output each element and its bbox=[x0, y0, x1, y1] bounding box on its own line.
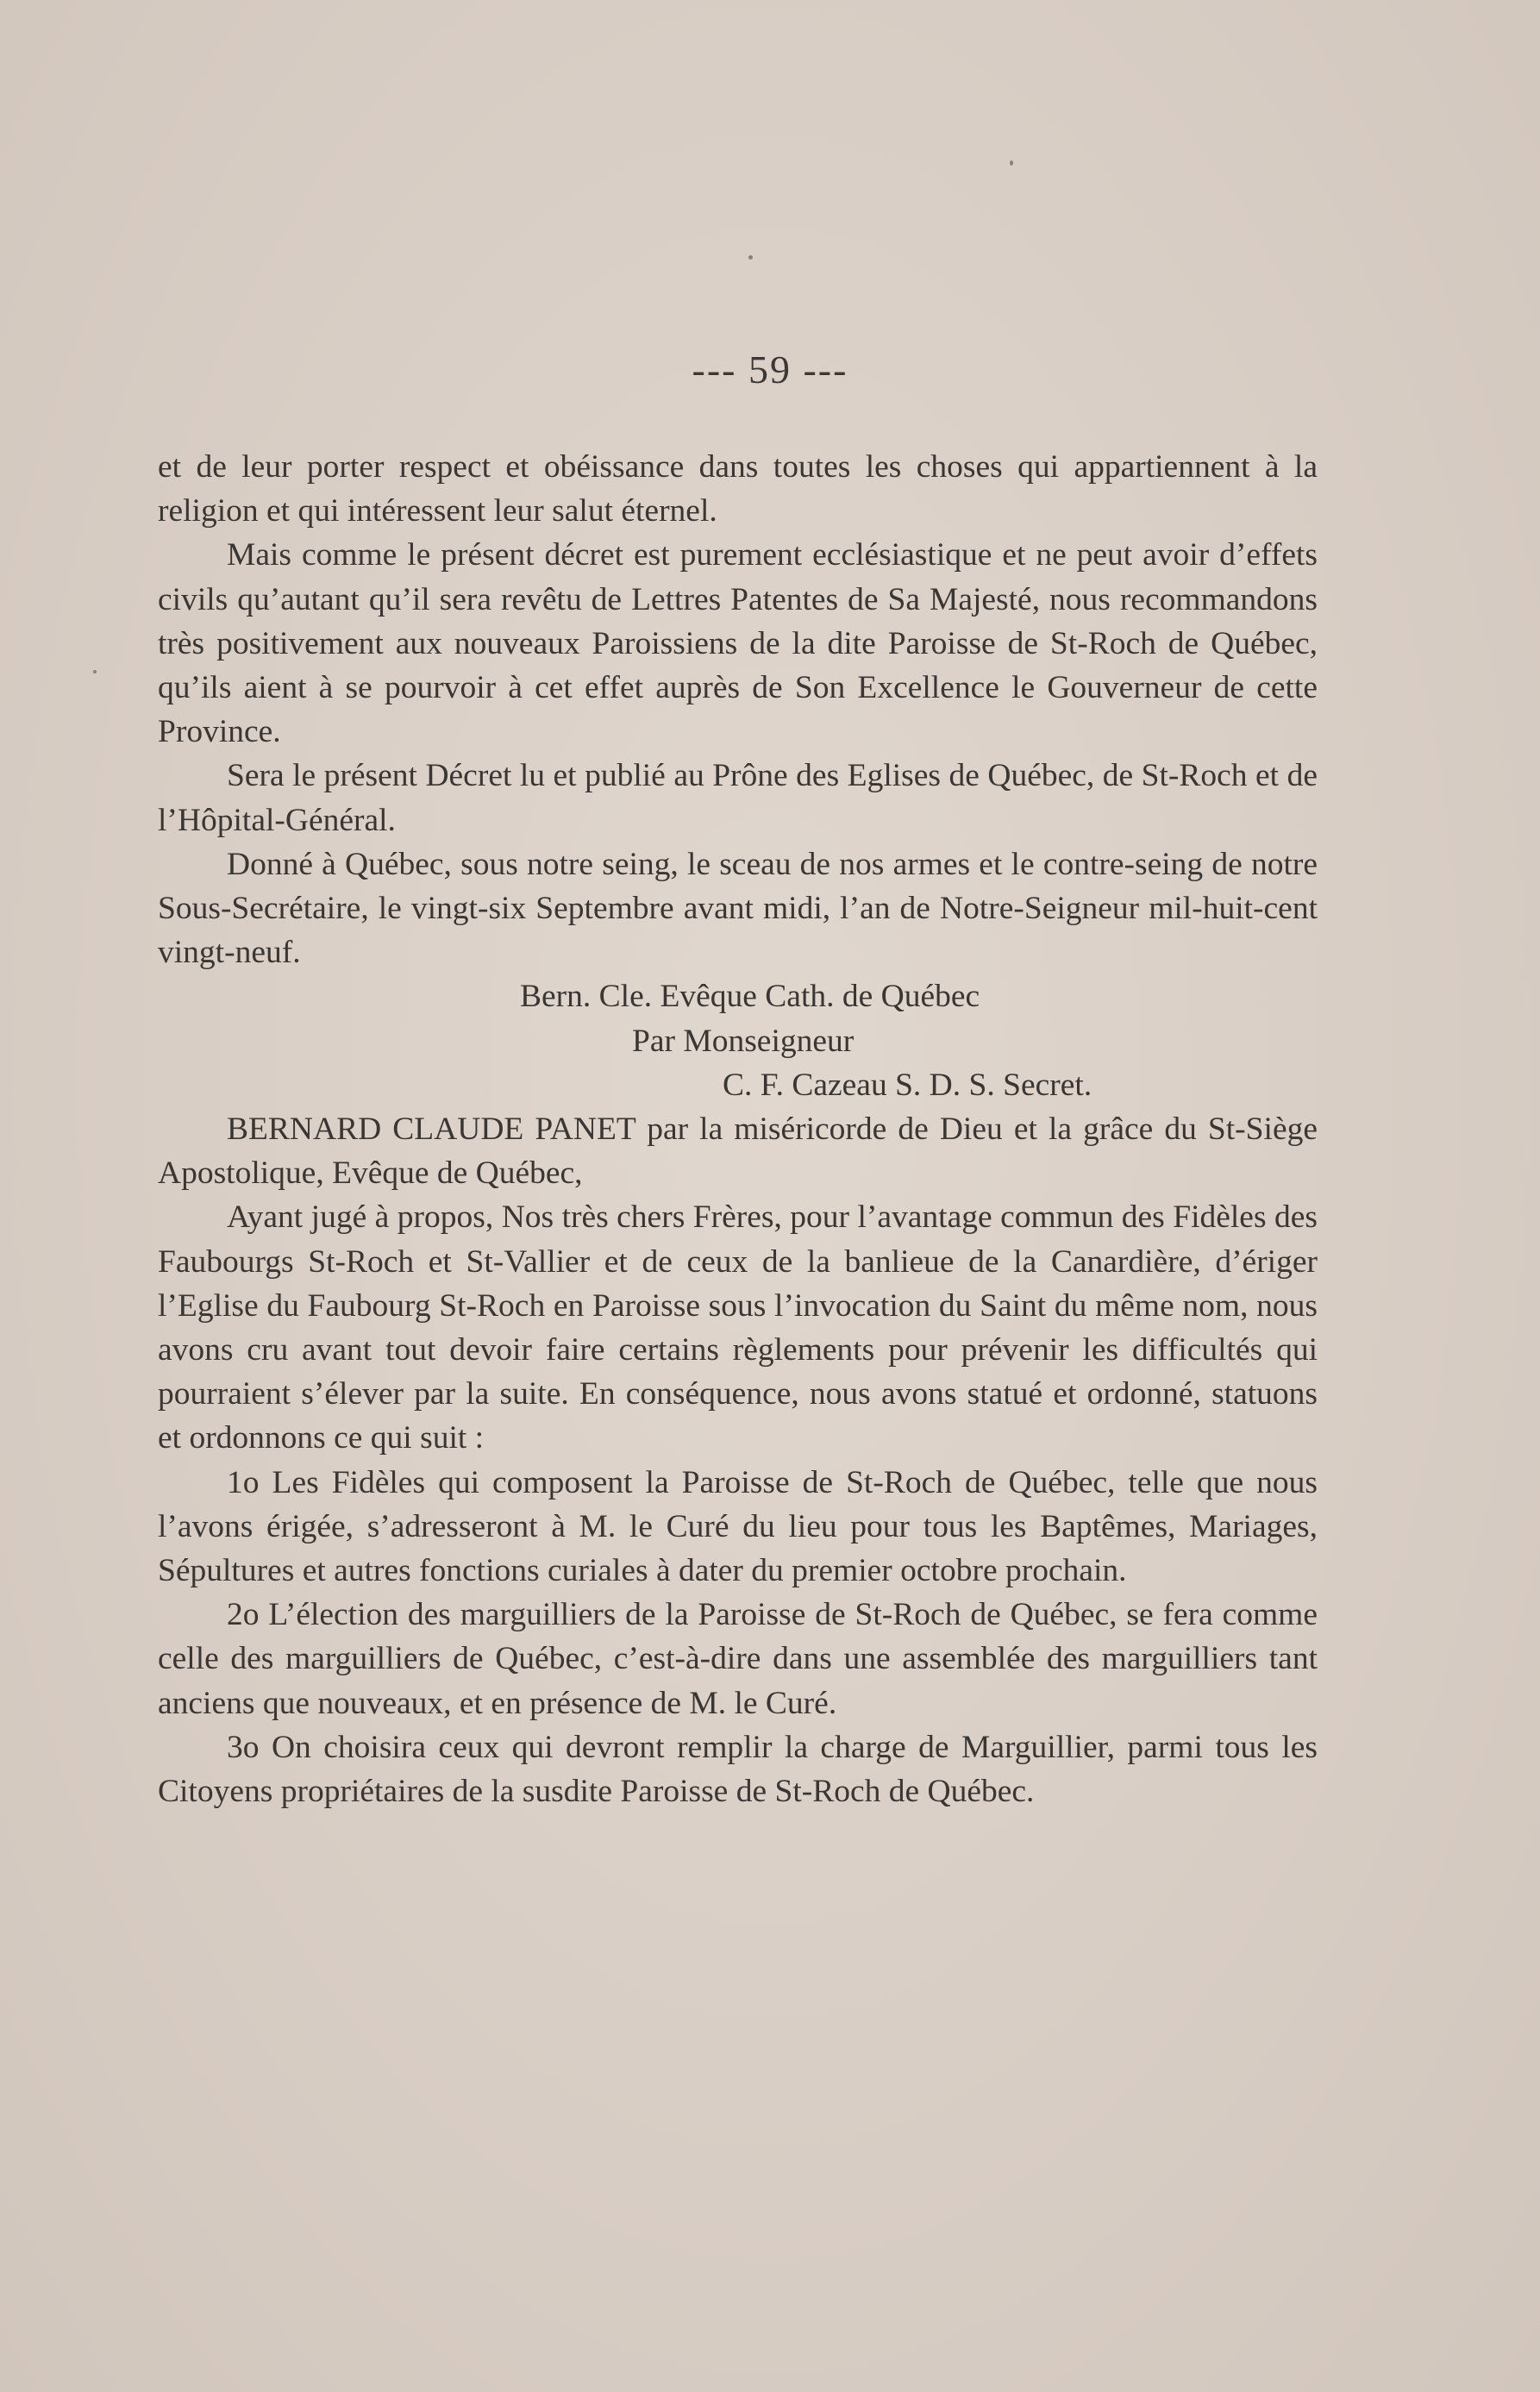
paragraph: Mais comme le présent décret est purement ecclésiastique et ne peut avoir d’effets civils qu’autant qu’il sera revêtu de Lettres Patentes de Sa Majesté, nous recommandons très positivement aux nouveaux Paroissiens de la dite Paroisse de St-Roch de Québec, qu’ils aient à se pourvoir à cet effet auprès de Son Excellence le Gouverneur de cette Province. bbox=[158, 537, 1318, 750]
paragraph: Ayant jugé à propos, Nos très chers Frères, pour l’avantage commun des Fidèles des Faubourgs St-Roch et St-Vallier et de ceux de la banlieue de la Canardière, d’ériger l’Eglise du Faubourg St-Roch en Paroisse sous l’invocation du Saint du même nom, nous avons cru avant tout devoir faire certains règlements pour prévenir les difficultés qui pourraient s’élever par la suite. En conséquence, nous avons statué et ordonné, statuons et ordonnons ce qui suit : bbox=[158, 1199, 1318, 1456]
paper-speck bbox=[748, 255, 753, 260]
article-1: 1o Les Fidèles qui composent la Paroisse de St-Roch de Québec, telle que nous l’avons érigée, s’adresseront à M. le Curé du lieu pour tous les Baptêmes, Mariages, Sépultures et autres fonctions curiales à dater du premier octobre prochain. bbox=[158, 1464, 1318, 1589]
page-number: --- 59 --- bbox=[692, 348, 848, 391]
body-text bbox=[158, 445, 1318, 1813]
signature-secretary: C. F. Cazeau S. D. S. Secret. bbox=[723, 1067, 1092, 1103]
paragraph: Sera le présent Décret lu et publié au Prône des Eglises de Québec, de St-Roch et de l’Hôpital-Général. bbox=[158, 758, 1318, 838]
article-2: 2o L’élection des marguilliers de la Paroisse de St-Roch de Québec, se fera comme celle des marguilliers de Québec, c’est-à-dire dans une assemblée des marguilliers tant anciens que nouveaux, et en présence de M. le Curé. bbox=[158, 1597, 1318, 1721]
paragraph: et de leur porter respect et obéissance dans toutes les choses qui appartiennent à la religion et qui intéressent leur salut éternel. bbox=[158, 449, 1318, 529]
signature-par-monseigneur: Par Monseigneur bbox=[632, 1023, 855, 1059]
paragraph: Donné à Québec, sous notre seing, le sceau de nos armes et le contre-seing de notre Sous-Secrétaire, le vingt-six Septembre avant midi, l’an de Notre-Seigneur mil-huit-cent vingt-neuf. bbox=[158, 846, 1318, 971]
paper-speck bbox=[1010, 160, 1013, 166]
article-3: 3o On choisira ceux qui devront remplir la charge de Marguillier, parmi tous les Citoyens propriétaires de la susdite Paroisse de St-Roch de Québec. bbox=[158, 1729, 1318, 1810]
signature-bishop: Bern. Cle. Evêque Cath. de Québec bbox=[520, 979, 980, 1015]
paragraph: BERNARD CLAUDE PANET par la miséricorde de Dieu et la grâce du St-Siège Apostolique, Evêque de Québec, bbox=[158, 1111, 1318, 1192]
paper-speck bbox=[93, 670, 97, 673]
